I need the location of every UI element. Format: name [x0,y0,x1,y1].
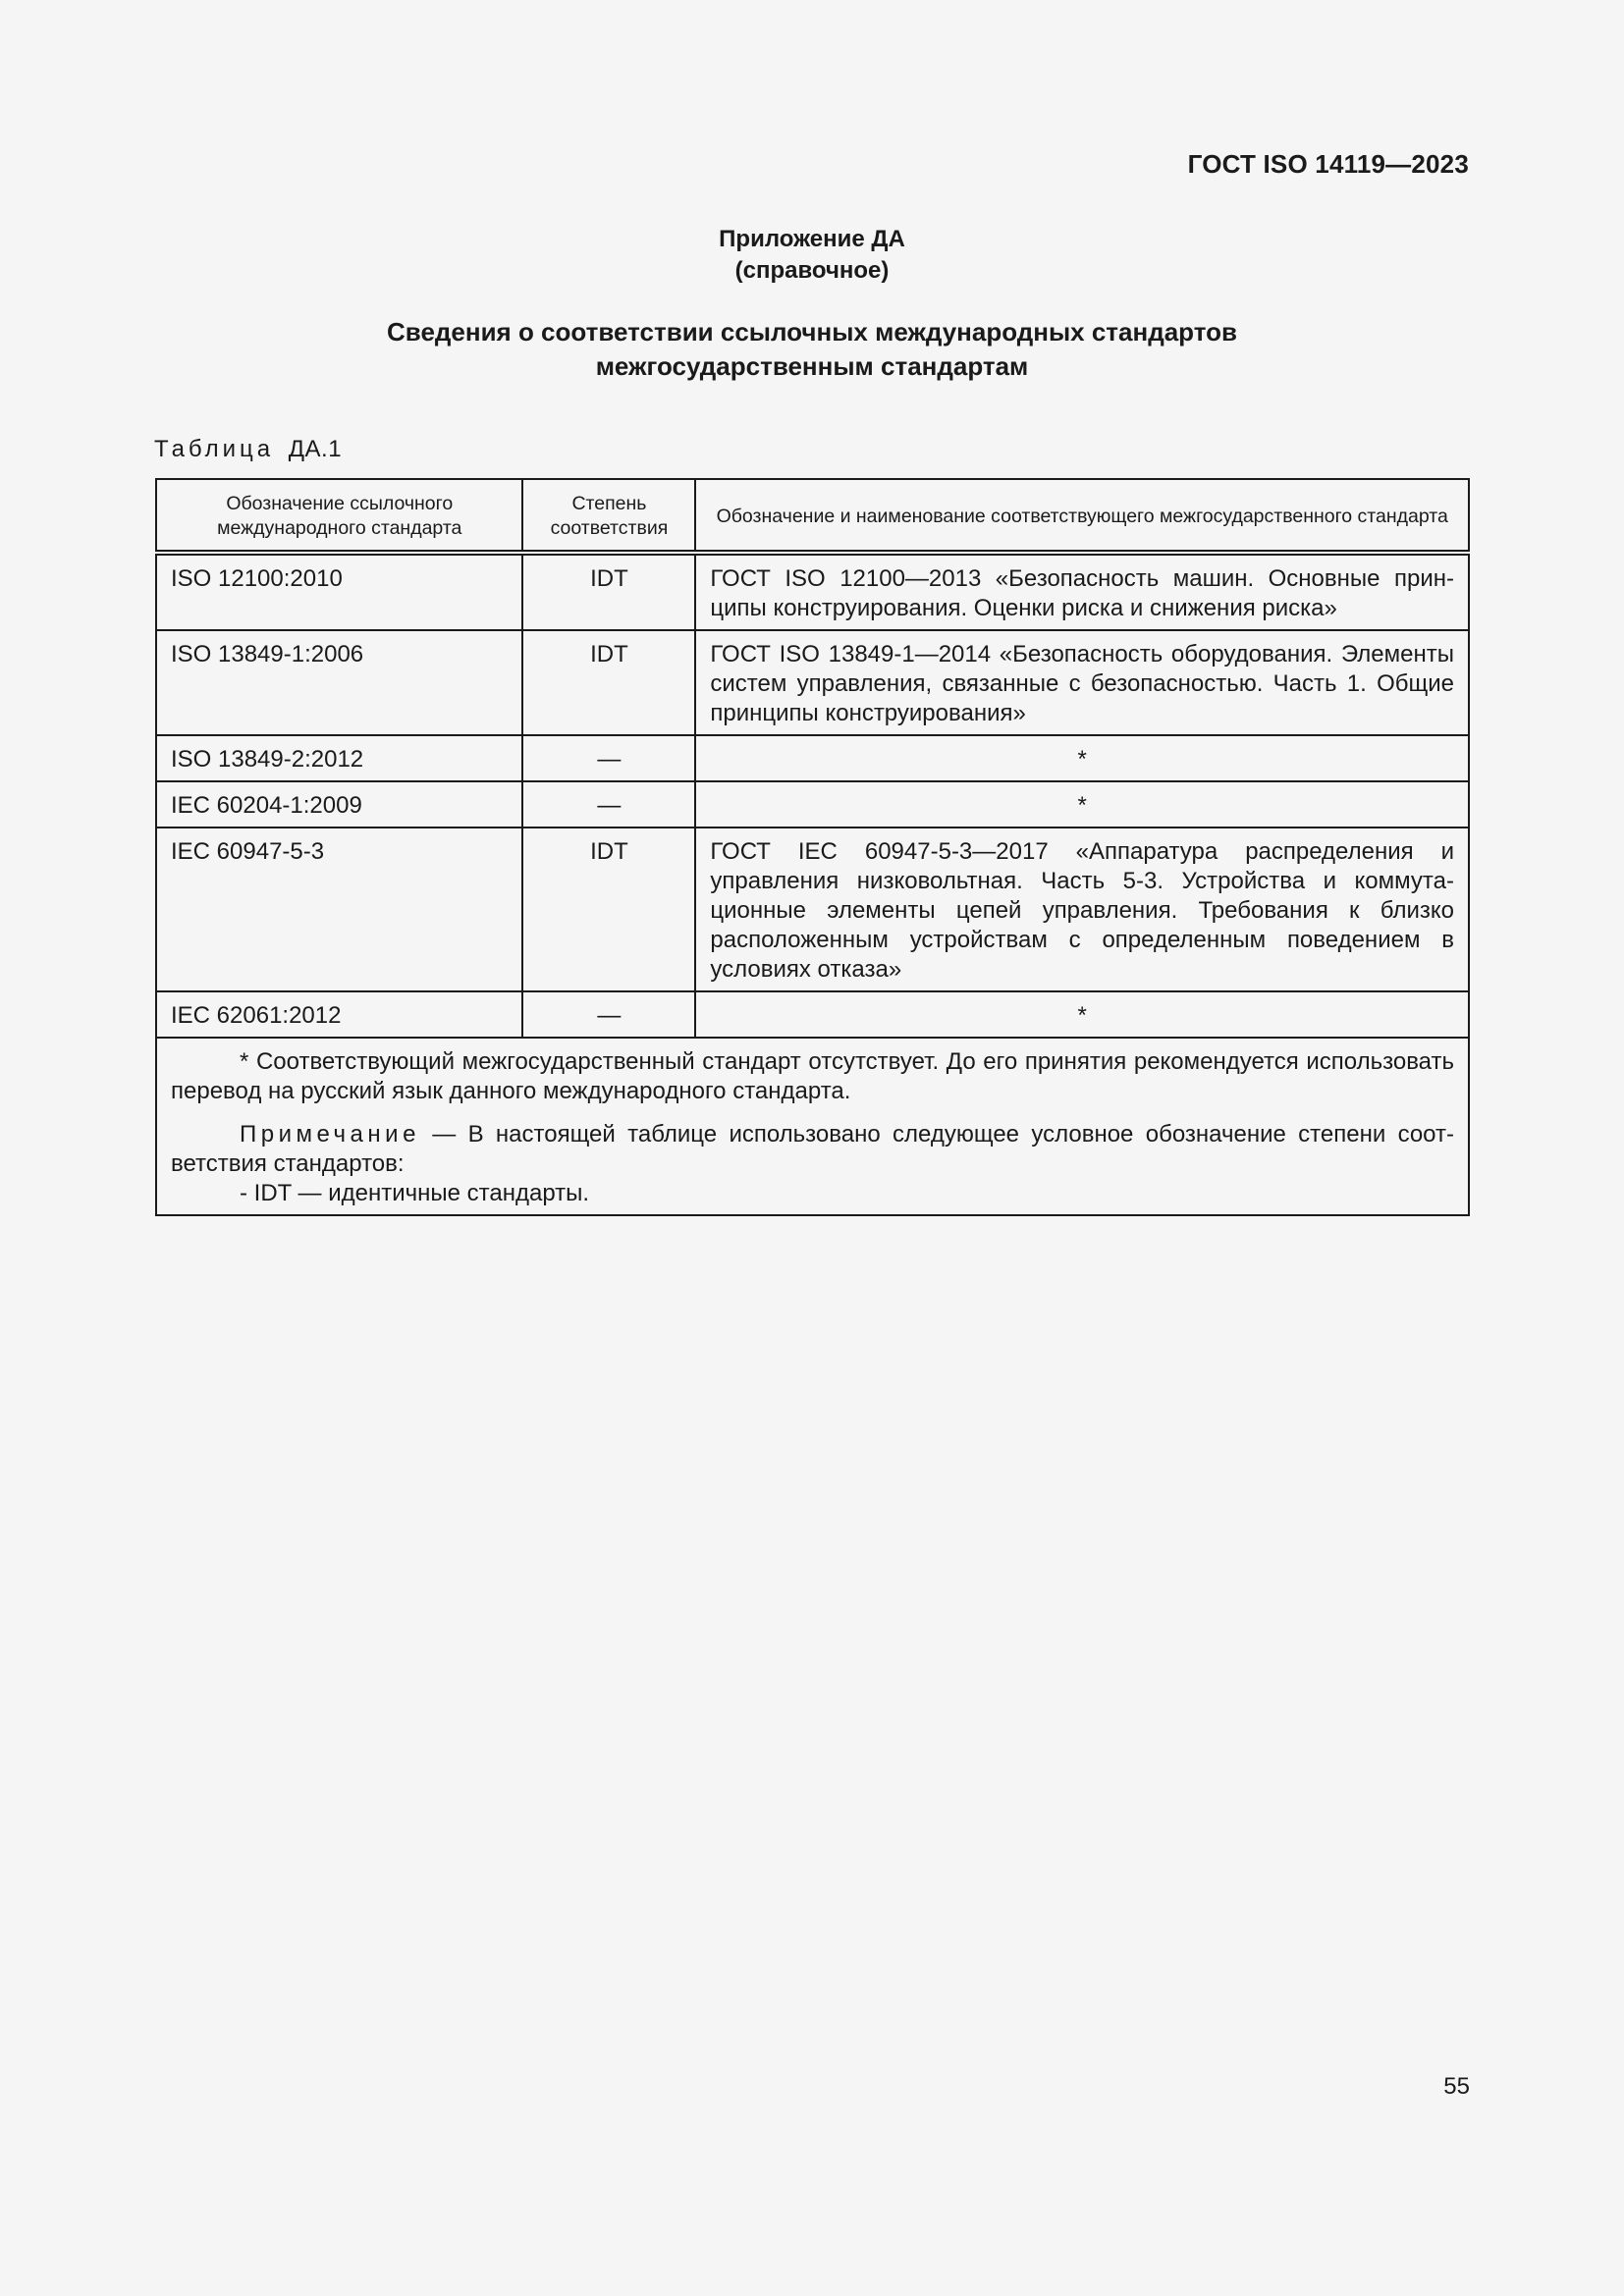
cell-degree: — [522,735,695,781]
appendix-status: (справочное) [734,257,890,284]
note-text: — В настоящей таблице использовано следующее условное обозначение степени соответствия стандартов: [171,1121,1454,1177]
cell-reference: IEC 60947-5-3 [156,828,522,991]
document-code: ГОСТ ISO 14119—2023 [1187,149,1469,179]
section-heading-line-1: Сведения о соответствии ссылочных международных стандартов [387,317,1237,347]
cell-degree: IDT [522,828,695,991]
table-caption-number: ДА.1 [288,436,343,462]
cell-national: * [695,991,1469,1038]
column-header-national: Обозначение и наименование соответствующего межгосударственного стандарта [695,479,1469,553]
table-row [156,630,1469,735]
table-row [156,781,1469,828]
cell-degree: — [522,991,695,1038]
table-caption-label: Таблица [154,436,275,462]
table-row [156,991,1469,1038]
table-footnote: * Соответствующий межгосударственный стандарт отсутствует. До его принятия рекомендуется использовать перевод на русский язык данного международного стандарта. [171,1048,1454,1104]
cell-reference: ISO 13849-2:2012 [156,735,522,781]
cell-national: ГОСТ IEC 60947-5-3—2017 «Аппаратура распределения и управления низковольтная. Часть 5-3. Устройства и коммутационные элементы цепей управления. Требования к близко расположенным устройствам с определенным поведением в условиях отказа» [695,828,1469,991]
section-heading-line-2: межгосударственным стандартам [595,351,1029,381]
cell-national: ГОСТ ISO 12100—2013 «Безопасность машин. Основные принципы конструирования. Оценки риска и снижения риска» [695,553,1469,630]
cell-reference: IEC 62061:2012 [156,991,522,1038]
cell-reference: ISO 12100:2010 [156,553,522,630]
table-caption [154,436,342,463]
standards-table [155,478,1470,1216]
cell-reference: ISO 13849-1:2006 [156,630,522,735]
table-row [156,735,1469,781]
table-row [156,828,1469,991]
cell-national: * [695,781,1469,828]
table-row [156,553,1469,630]
column-header-reference: Обозначение ссылочного международного стандарта [156,479,522,553]
cell-national: * [695,735,1469,781]
table-header-row [156,479,1469,553]
cell-degree: IDT [522,630,695,735]
note-list-item: - IDT — идентичные стандарты. [240,1180,590,1206]
cell-degree: IDT [522,553,695,630]
cell-reference: IEC 60204-1:2009 [156,781,522,828]
appendix-title: Приложение ДА [719,226,905,252]
appendix-block [0,224,1624,287]
table-note [171,1120,1454,1179]
cell-degree: — [522,781,695,828]
note-label: Примечание [240,1121,420,1148]
cell-national: ГОСТ ISO 13849-1—2014 «Безопасность оборудования. Элементы систем управления, связанные с безопасностью. Часть 1. Общие принципы конструирования» [695,630,1469,735]
section-heading [0,315,1624,384]
table-footer-row [156,1038,1469,1215]
page-number: 55 [1443,2073,1470,2100]
table-footer-cell [156,1038,1469,1215]
column-header-degree: Степень соответствия [522,479,695,553]
